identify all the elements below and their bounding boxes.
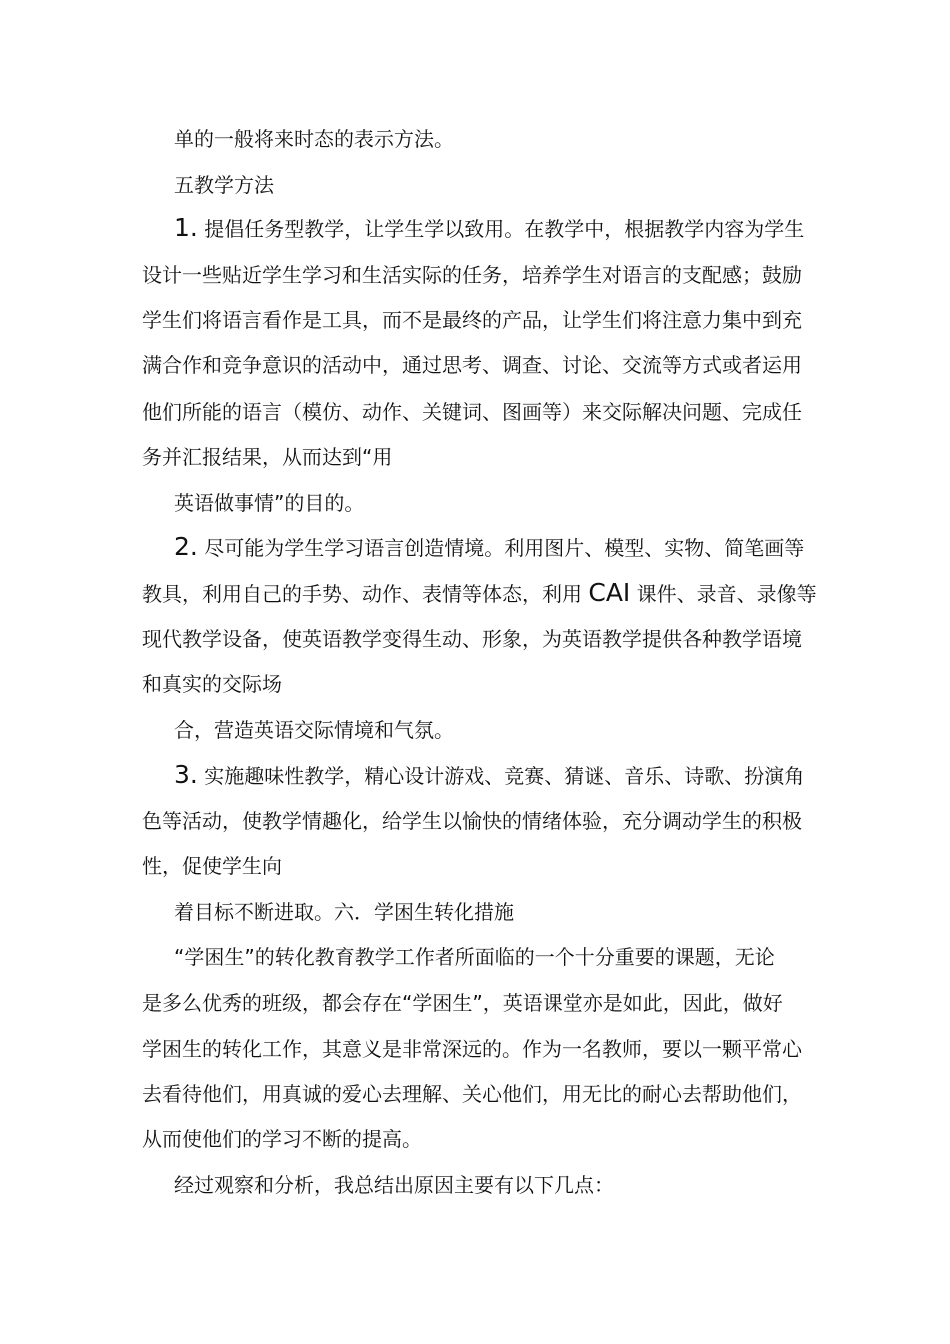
text-span: 教具，利用自己的手势、动作、表情等体态，利用 bbox=[142, 582, 582, 606]
text-line: 性，促使学生向 bbox=[142, 854, 282, 878]
text-line: 和真实的交际场 bbox=[142, 672, 282, 696]
text-line: 务并汇报结果，从而达到“用 bbox=[142, 445, 393, 469]
list-item-1 bbox=[174, 213, 804, 244]
text-line: 是多么优秀的班级，都会存在“学困生”，英语课堂亦是如此，因此，做好 bbox=[142, 991, 783, 1015]
list-item-3 bbox=[174, 760, 804, 791]
text-line: 现代教学设备，使英语教学变得生动、形象，为英语教学提供各种教学语境 bbox=[142, 627, 802, 651]
text-line: 英语做事情”的目的。 bbox=[174, 491, 365, 515]
cai-label: CAI bbox=[588, 578, 631, 607]
text-line: 色等活动，使教学情趣化，给学生以愉快的情绪体验，充分调动学生的积极 bbox=[142, 809, 802, 833]
text-line: 单的一般将来时态的表示方法。 bbox=[174, 127, 454, 151]
text-line: 设计一些贴近学生学习和生活实际的任务，培养学生对语言的支配感；鼓励 bbox=[142, 263, 802, 287]
text-line: 合，营造英语交际情境和气氛。 bbox=[174, 718, 454, 742]
text-span: 提倡任务型教学，让学生学以致用。在教学中，根据教学内容为学生 bbox=[204, 217, 805, 241]
text-line bbox=[142, 578, 817, 609]
list-number: 3. bbox=[174, 760, 198, 789]
text-span: 课件、录音、录像等 bbox=[636, 582, 817, 606]
list-item-2 bbox=[174, 532, 804, 563]
text-span: 尽可能为学生学习语言创造情境。利用图片、模型、实物、简笔画等 bbox=[204, 536, 805, 560]
text-line: 去看待他们，用真诚的爱心去理解、关心他们，用无比的耐心去帮助他们， bbox=[142, 1082, 802, 1106]
text-span: 实施趣味性教学，精心设计游戏、竞赛、猜谜、音乐、诗歌、扮演角 bbox=[204, 764, 805, 788]
list-number: 1. bbox=[174, 213, 198, 242]
list-number: 2. bbox=[174, 532, 198, 561]
text-line: 学生们将语言看作是工具，而不是最终的产品，让学生们将注意力集中到充 bbox=[142, 308, 802, 332]
text-line: 他们所能的语言（模仿、动作、关键词、图画等）来交际解决问题、完成任 bbox=[142, 400, 802, 424]
text-line: 学困生的转化工作，其意义是非常深远的。作为一名教师，要以一颗平常心 bbox=[142, 1037, 802, 1061]
section-heading-struggling-students: 着目标不断进取。六．学困生转化措施 bbox=[174, 900, 514, 924]
text-line: “学困生”的转化教育教学工作者所面临的一个十分重要的课题，无论 bbox=[174, 945, 775, 969]
section-heading-teaching-methods: 五教学方法 bbox=[174, 173, 274, 197]
text-line: 满合作和竞争意识的活动中，通过思考、调查、讨论、交流等方式或者运用 bbox=[142, 353, 802, 377]
text-line: 经过观察和分析，我总结出原因主要有以下几点： bbox=[174, 1173, 614, 1197]
text-line: 从而使他们的学习不断的提高。 bbox=[142, 1127, 422, 1151]
